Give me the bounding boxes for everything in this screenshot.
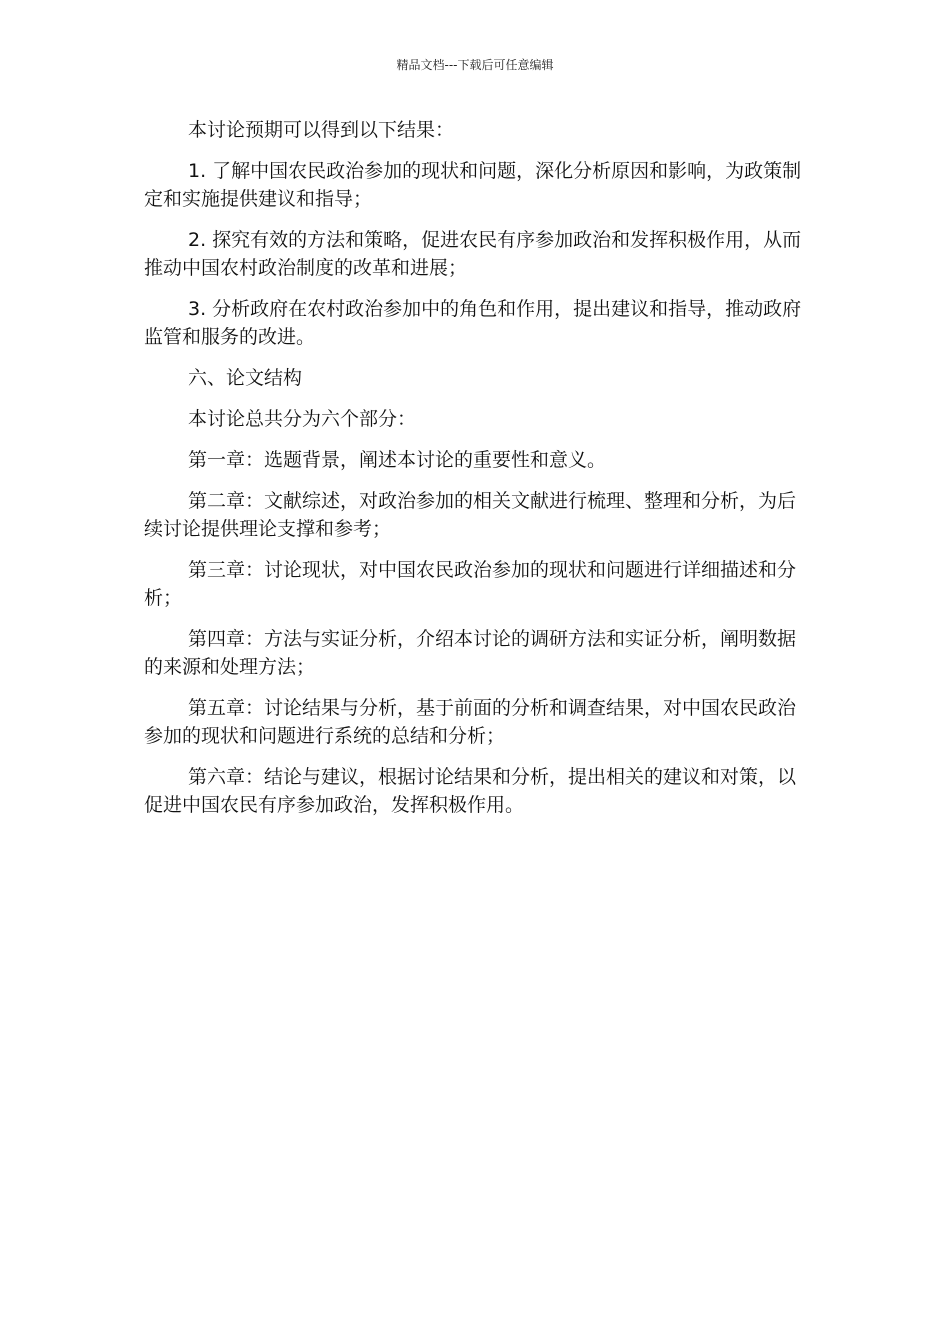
section-heading: 六、论文结构 <box>188 367 303 389</box>
result-item-3: 3. 分析政府在农村政治参加中的角色和作用，提出建议和指导，推动政府监管和服务的改进。 <box>144 298 802 348</box>
page-header: 精品文档---下载后可任意编辑 <box>396 58 554 72</box>
chapter-6: 第六章：结论与建议，根据讨论结果和分析，提出相关的建议和对策，以促进中国农民有序参加政治，发挥积极作用。 <box>144 766 797 816</box>
document-body <box>144 116 804 832</box>
result-item-1: 1. 了解中国农民政治参加的现状和问题，深化分析原因和影响，为政策制定和实施提供建议和指导； <box>144 160 802 210</box>
structure-intro: 本讨论总共分为六个部分： <box>188 408 417 430</box>
chapter-2: 第二章：文献综述，对政治参加的相关文献进行梳理、整理和分析，为后续讨论提供理论支撑和参考； <box>144 490 797 540</box>
intro-paragraph: 本讨论预期可以得到以下结果： <box>188 119 455 141</box>
chapter-3: 第三章：讨论现状，对中国农民政治参加的现状和问题进行详细描述和分析； <box>144 559 797 609</box>
chapter-4: 第四章：方法与实证分析，介绍本讨论的调研方法和实证分析，阐明数据的来源和处理方法； <box>144 628 797 678</box>
chapter-5: 第五章：讨论结果与分析，基于前面的分析和调查结果，对中国农民政治参加的现状和问题进行系统的总结和分析； <box>144 697 797 747</box>
result-item-2: 2. 探究有效的方法和策略，促进农民有序参加政治和发挥积极作用，从而推动中国农村政治制度的改革和进展； <box>144 229 802 279</box>
chapter-1: 第一章：选题背景，阐述本讨论的重要性和意义。 <box>188 449 607 471</box>
